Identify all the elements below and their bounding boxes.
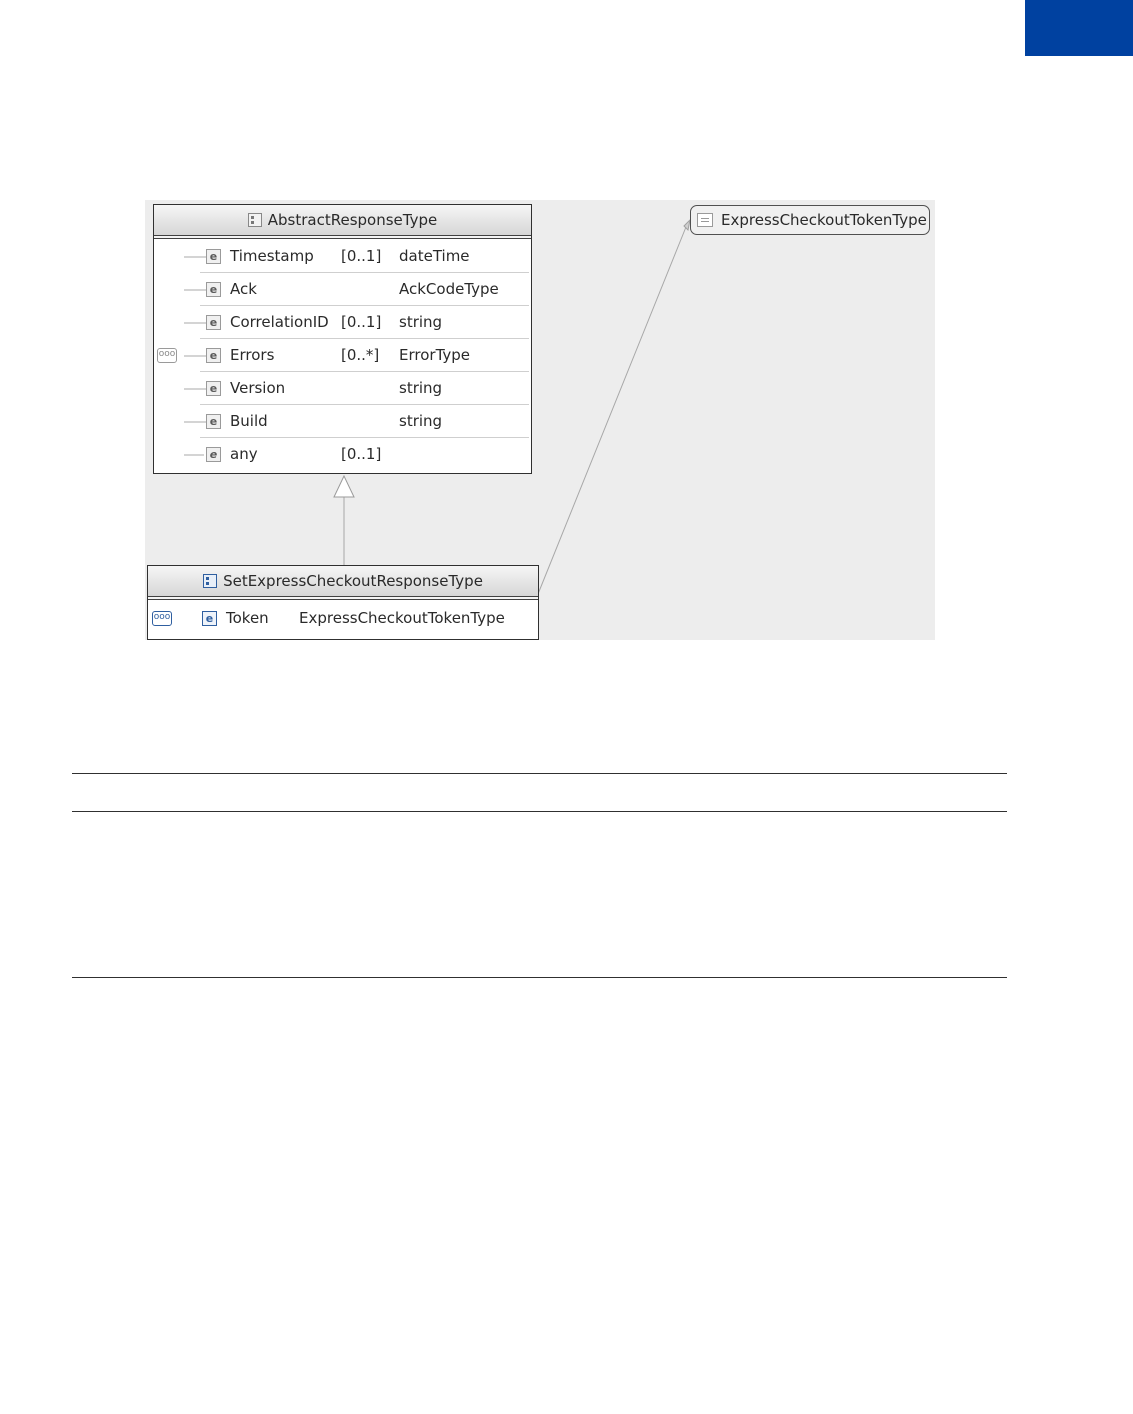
element-name: Timestamp [230,247,314,265]
element-multiplicity: [0..1] [341,445,382,463]
table-rule [72,977,1007,978]
element-type: dateTime [399,247,470,265]
element-multiplicity: [0..1] [341,313,382,331]
element-name: Version [230,379,286,397]
sequence-icon[interactable]: ooo [157,348,177,363]
element-type: AckCodeType [399,280,499,298]
element-name: Build [230,412,268,430]
express-checkout-token-type-box[interactable] [690,205,930,235]
element-name: any [230,445,258,463]
element-name: Token [226,609,269,627]
element-icon: e [206,348,221,363]
element-name: Ack [230,280,257,298]
simple-type-icon [697,213,713,227]
element-type: string [399,379,443,397]
element-icon: e [206,249,221,264]
element-type: string [399,313,443,331]
set-express-checkout-response-type-header [148,566,538,600]
element-row-any[interactable] [154,438,529,471]
element-type: ErrorType [399,346,471,364]
element-name: CorrelationID [230,313,329,331]
element-row-ack[interactable] [154,273,529,306]
element-multiplicity: [0..*] [341,346,380,364]
element-multiplicity: [0..1] [341,247,382,265]
element-row-build[interactable] [154,405,529,438]
table-rule [72,773,1007,774]
table-rule [72,811,1007,812]
element-row-token[interactable] [148,602,536,635]
element-type: string [399,412,443,430]
any-element-icon: e [206,447,221,462]
abstract-response-type-title: AbstractResponseType [267,211,438,229]
element-row-correlationid[interactable] [154,306,529,339]
set-express-checkout-response-type-title: SetExpressCheckoutResponseType [223,572,483,590]
element-icon: e [206,315,221,330]
element-type: ExpressCheckoutTokenType [299,609,505,627]
express-checkout-token-type-title: ExpressCheckoutTokenType [721,211,927,229]
element-name: Errors [230,346,275,364]
element-icon: e [202,611,217,626]
complex-type-icon [203,574,217,588]
element-row-errors[interactable] [154,339,529,372]
element-row-timestamp[interactable] [154,240,529,273]
element-icon: e [206,282,221,297]
sequence-icon[interactable]: ooo [152,611,172,626]
element-row-version[interactable] [154,372,529,405]
element-icon: e [206,414,221,429]
element-icon: e [206,381,221,396]
